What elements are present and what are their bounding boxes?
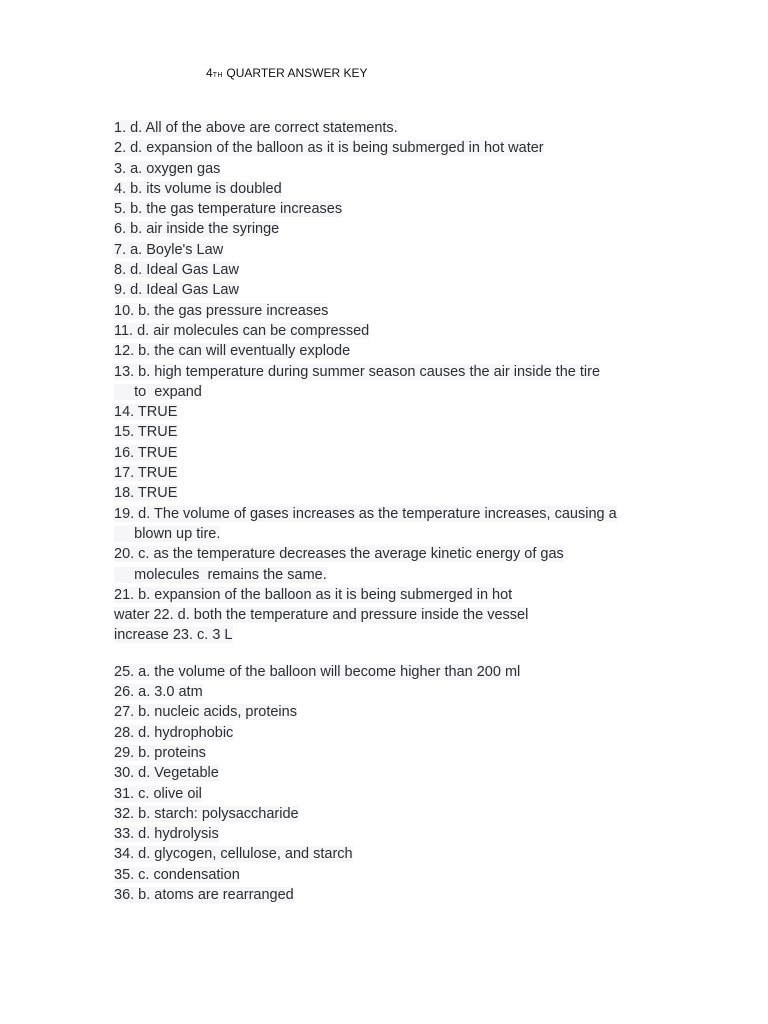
answer-text: 26. a. 3.0 atm <box>114 684 203 701</box>
answer-line <box>114 865 674 885</box>
answer-line <box>114 159 674 179</box>
answer-line <box>114 784 674 804</box>
answer-line <box>114 702 674 722</box>
answer-line <box>114 260 674 280</box>
answer-line <box>114 138 674 158</box>
answer-text: 2. d. expansion of the balloon as it is being submerged in hot water <box>114 140 544 157</box>
answer-line <box>114 280 674 300</box>
answer-text: 18. TRUE <box>114 485 178 502</box>
answer-line <box>114 422 674 442</box>
answer-line <box>114 219 674 239</box>
answer-text: 9. d. Ideal Gas Law <box>114 282 239 299</box>
answer-line <box>114 240 674 260</box>
answer-line <box>114 625 674 645</box>
answer-text: 6. b. air inside the syringe <box>114 221 280 238</box>
answer-line <box>114 118 674 138</box>
answer-text: to expand <box>114 383 202 400</box>
answer-text: 19. d. The volume of gases increases as the temperature increases, causing a <box>114 505 617 522</box>
answer-text: molecules remains the same. <box>114 566 327 583</box>
answer-text: increase 23. c. 3 L <box>114 627 233 644</box>
answer-line <box>114 605 674 625</box>
answer-line <box>114 504 674 524</box>
answer-text: 16. TRUE <box>114 444 178 461</box>
answer-text: 28. d. hydrophobic <box>114 724 234 741</box>
answer-text: 31. c. olive oil <box>114 785 202 802</box>
answer-text: 27. b. nucleic acids, proteins <box>114 704 297 721</box>
answer-line <box>114 682 674 702</box>
answer-line <box>114 443 674 463</box>
answer-text: 4. b. its volume is doubled <box>114 180 282 197</box>
answer-line <box>114 763 674 783</box>
answer-line <box>114 483 674 503</box>
group-spacer <box>114 646 674 662</box>
answer-line <box>114 544 674 564</box>
answer-text: 29. b. proteins <box>114 744 206 761</box>
answer-line <box>114 585 674 605</box>
answer-line <box>114 844 674 864</box>
answer-line <box>114 524 674 544</box>
answer-text: 12. b. the can will eventually explode <box>114 343 351 360</box>
answer-text: 14. TRUE <box>114 404 178 421</box>
answer-text: 30. d. Vegetable <box>114 765 219 782</box>
title-number: 4 <box>206 66 213 80</box>
answer-line <box>114 199 674 219</box>
answer-text: 33. d. hydrolysis <box>114 826 219 843</box>
answer-line <box>114 179 674 199</box>
answer-text: 8. d. Ideal Gas Law <box>114 262 239 279</box>
answer-text: 11. d. air molecules can be compressed <box>114 322 370 339</box>
answer-line <box>114 824 674 844</box>
answer-line <box>114 565 674 585</box>
answer-line <box>114 885 674 905</box>
answer-line <box>114 463 674 483</box>
answer-text: 7. a. Boyle's Law <box>114 241 224 258</box>
answer-line <box>114 743 674 763</box>
answer-group-2 <box>114 662 674 906</box>
answer-text: 34. d. glycogen, cellulose, and starch <box>114 846 353 863</box>
answer-text: 35. c. condensation <box>114 866 240 883</box>
answer-line <box>114 321 674 341</box>
answer-line <box>114 382 674 402</box>
answer-text: 10. b. the gas pressure increases <box>114 302 329 319</box>
answer-text: 13. b. high temperature during summer season causes the air inside the tire <box>114 363 601 380</box>
answer-text: 1. d. All of the above are correct statements. <box>114 120 398 136</box>
page-title <box>206 66 368 80</box>
answer-text: 3. a. oxygen gas <box>114 160 221 177</box>
answer-text: 20. c. as the temperature decreases the average kinetic energy of gas <box>114 546 564 563</box>
answer-text: water 22. d. both the temperature and pressure inside the vessel <box>114 607 529 624</box>
answer-group-1 <box>114 118 674 646</box>
answer-line <box>114 301 674 321</box>
title-text: QUARTER ANSWER KEY <box>223 66 368 80</box>
answer-text: blown up tire. <box>114 525 221 542</box>
answer-text: 21. b. expansion of the balloon as it is being submerged in hot <box>114 586 513 603</box>
answer-text: 5. b. the gas temperature increases <box>114 201 343 218</box>
answer-text: 32. b. starch: polysaccharide <box>114 805 299 822</box>
answer-line <box>114 804 674 824</box>
answer-text: 25. a. the volume of the balloon will become higher than 200 ml <box>114 663 521 680</box>
title-ordinal-suffix: TH <box>212 72 224 79</box>
answer-line <box>114 362 674 382</box>
answer-line <box>114 723 674 743</box>
answer-list <box>114 118 674 905</box>
answer-line <box>114 662 674 682</box>
answer-line <box>114 341 674 361</box>
answer-text: 36. b. atoms are rearranged <box>114 886 294 903</box>
answer-text: 17. TRUE <box>114 465 178 482</box>
answer-text: 15. TRUE <box>114 424 178 441</box>
answer-line <box>114 402 674 422</box>
